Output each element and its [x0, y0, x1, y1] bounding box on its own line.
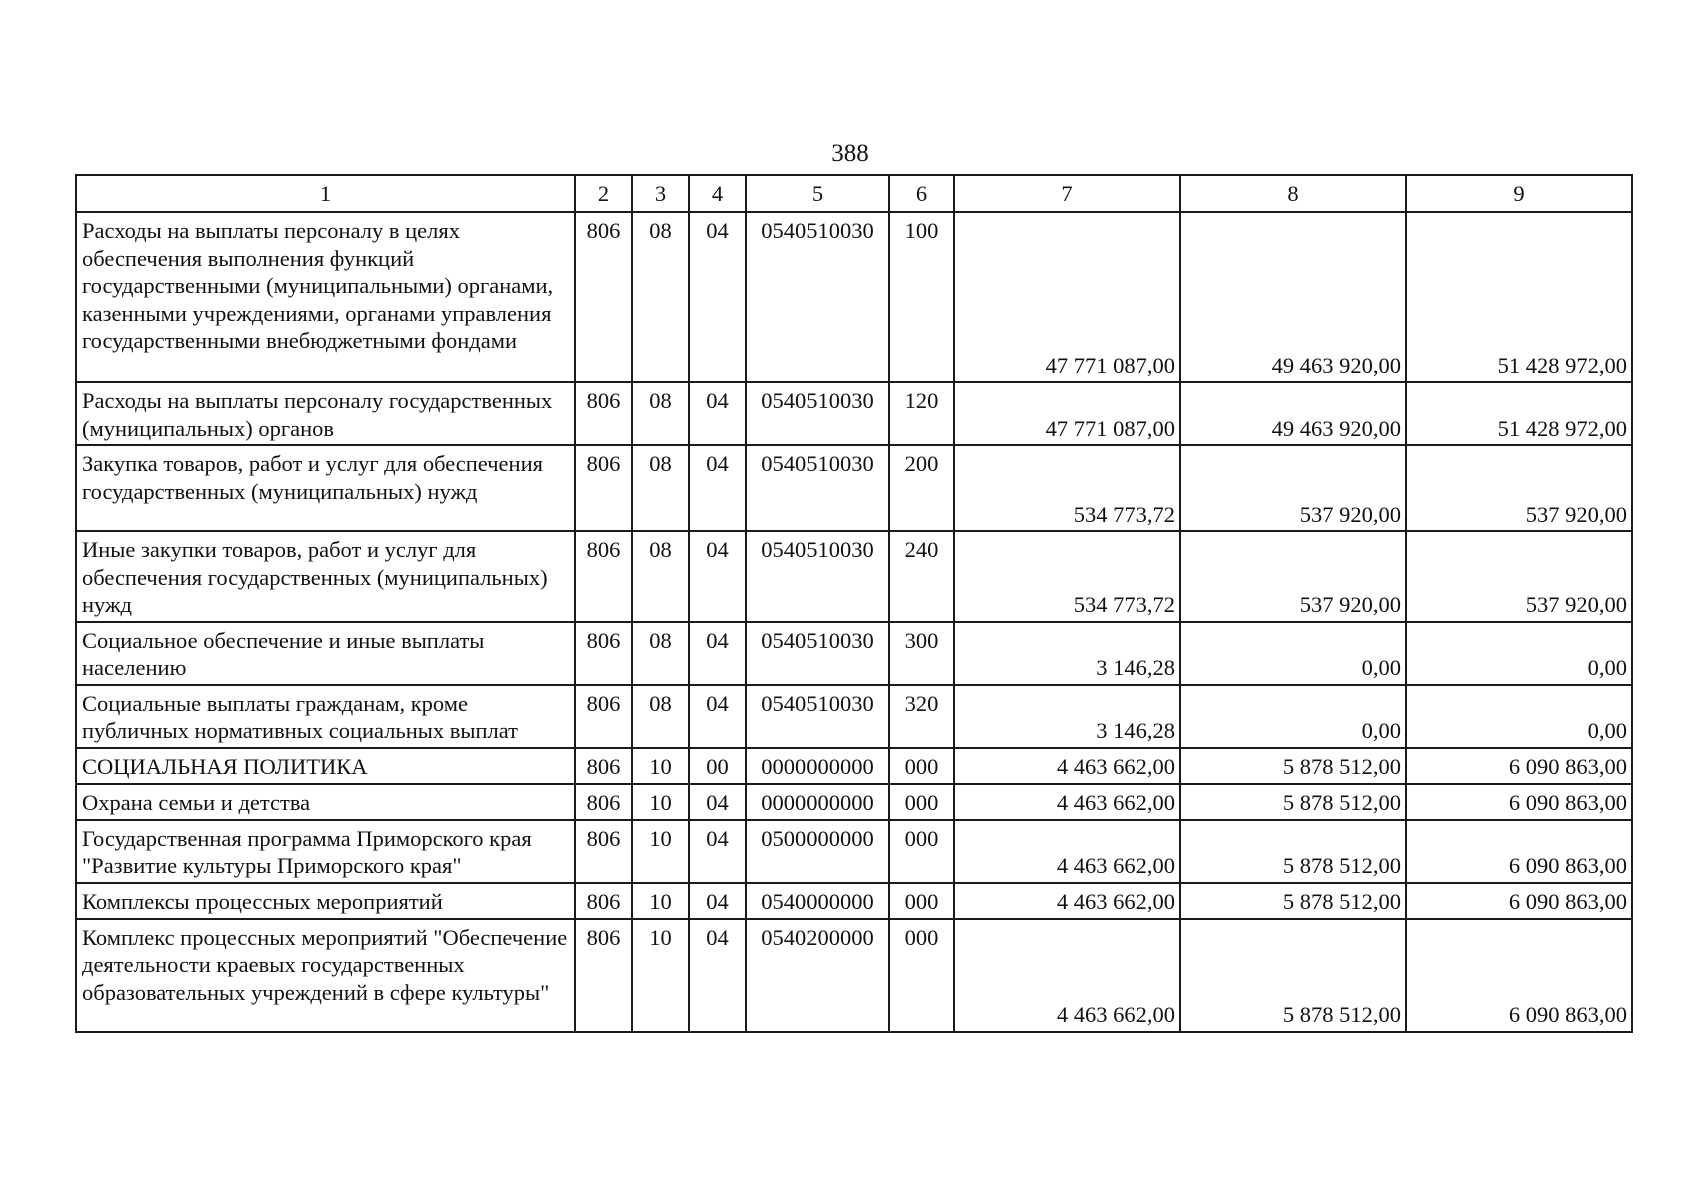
section-cell: 10	[632, 784, 689, 820]
section-cell: 10	[632, 820, 689, 883]
expense-type-cell: 200	[889, 445, 954, 531]
amount-year2-cell: 537 920,00	[1180, 531, 1406, 622]
row-name-cell: Охрана семьи и детства	[76, 784, 575, 820]
amount-year1-cell: 4 463 662,00	[954, 820, 1180, 883]
section-cell: 08	[632, 382, 689, 445]
amount-year3-cell: 6 090 863,00	[1406, 919, 1632, 1032]
amount-year1-cell: 4 463 662,00	[954, 748, 1180, 784]
expense-type-cell: 000	[889, 919, 954, 1032]
amount-year3-cell: 6 090 863,00	[1406, 748, 1632, 784]
target-article-cell: 0540510030	[746, 382, 889, 445]
amount-year1-cell: 4 463 662,00	[954, 784, 1180, 820]
row-name-cell: Иные закупки товаров, работ и услуг для обеспечения государственных (муниципальных) нужд	[76, 531, 575, 622]
subsection-cell: 04	[689, 445, 746, 531]
table-row	[76, 820, 1632, 883]
table-body	[76, 212, 1632, 1032]
target-article-cell: 0540510030	[746, 445, 889, 531]
target-article-cell: 0540510030	[746, 212, 889, 382]
admin-code-cell: 806	[575, 685, 632, 748]
admin-code-cell: 806	[575, 883, 632, 919]
row-name-cell: Расходы на выплаты персоналу государственных (муниципальных) органов	[76, 382, 575, 445]
amount-year1-cell: 4 463 662,00	[954, 919, 1180, 1032]
amount-year3-cell: 6 090 863,00	[1406, 784, 1632, 820]
amount-year3-cell: 51 428 972,00	[1406, 212, 1632, 382]
target-article-cell: 0500000000	[746, 820, 889, 883]
header-cell: 9	[1406, 175, 1632, 212]
section-cell: 10	[632, 919, 689, 1032]
table-row	[76, 531, 1632, 622]
amount-year1-cell: 3 146,28	[954, 622, 1180, 685]
amount-year2-cell: 5 878 512,00	[1180, 784, 1406, 820]
target-article-cell: 0540200000	[746, 919, 889, 1032]
admin-code-cell: 806	[575, 531, 632, 622]
table-row	[76, 445, 1632, 531]
section-cell: 08	[632, 531, 689, 622]
subsection-cell: 04	[689, 883, 746, 919]
table-row	[76, 919, 1632, 1032]
amount-year3-cell: 0,00	[1406, 685, 1632, 748]
subsection-cell: 04	[689, 685, 746, 748]
amount-year1-cell: 534 773,72	[954, 445, 1180, 531]
amount-year1-cell: 534 773,72	[954, 531, 1180, 622]
table-row	[76, 748, 1632, 784]
target-article-cell: 0000000000	[746, 784, 889, 820]
subsection-cell: 04	[689, 784, 746, 820]
header-cell: 1	[76, 175, 575, 212]
row-name-cell: Комплекс процессных мероприятий "Обеспечение деятельности краевых государственных образовательных учреждений в сфере культуры"	[76, 919, 575, 1032]
row-name-cell: Расходы на выплаты персоналу в целях обеспечения выполнения функций государственными (муниципальными) органами, казенными учреждениями, органами управления государственными внебюджетными фондами	[76, 212, 575, 382]
row-name-cell: Государственная программа Приморского края "Развитие культуры Приморского края"	[76, 820, 575, 883]
amount-year3-cell: 0,00	[1406, 622, 1632, 685]
table-row	[76, 685, 1632, 748]
amount-year2-cell: 49 463 920,00	[1180, 212, 1406, 382]
table-row	[76, 382, 1632, 445]
amount-year3-cell: 6 090 863,00	[1406, 883, 1632, 919]
subsection-cell: 04	[689, 212, 746, 382]
header-cell: 5	[746, 175, 889, 212]
target-article-cell: 0540510030	[746, 622, 889, 685]
admin-code-cell: 806	[575, 919, 632, 1032]
section-cell: 08	[632, 622, 689, 685]
amount-year2-cell: 5 878 512,00	[1180, 919, 1406, 1032]
target-article-cell: 0540510030	[746, 685, 889, 748]
table-row	[76, 212, 1632, 382]
section-cell: 08	[632, 685, 689, 748]
amount-year2-cell: 5 878 512,00	[1180, 820, 1406, 883]
expense-type-cell: 000	[889, 820, 954, 883]
header-cell: 2	[575, 175, 632, 212]
admin-code-cell: 806	[575, 820, 632, 883]
budget-table	[75, 174, 1633, 1033]
expense-type-cell: 000	[889, 748, 954, 784]
admin-code-cell: 806	[575, 622, 632, 685]
table-row	[76, 883, 1632, 919]
expense-type-cell: 320	[889, 685, 954, 748]
header-cell: 8	[1180, 175, 1406, 212]
amount-year3-cell: 537 920,00	[1406, 531, 1632, 622]
row-name-cell: Социальные выплаты гражданам, кроме публичных нормативных социальных выплат	[76, 685, 575, 748]
subsection-cell: 04	[689, 622, 746, 685]
amount-year1-cell: 4 463 662,00	[954, 883, 1180, 919]
admin-code-cell: 806	[575, 748, 632, 784]
row-name-cell: СОЦИАЛЬНАЯ ПОЛИТИКА	[76, 748, 575, 784]
page-number: 388	[831, 140, 869, 167]
amount-year3-cell: 51 428 972,00	[1406, 382, 1632, 445]
section-cell: 10	[632, 748, 689, 784]
header-cell: 4	[689, 175, 746, 212]
target-article-cell: 0000000000	[746, 748, 889, 784]
amount-year1-cell: 47 771 087,00	[954, 382, 1180, 445]
table-row	[76, 622, 1632, 685]
target-article-cell: 0540510030	[746, 531, 889, 622]
header-cell: 6	[889, 175, 954, 212]
amount-year1-cell: 47 771 087,00	[954, 212, 1180, 382]
subsection-cell: 04	[689, 531, 746, 622]
expense-type-cell: 000	[889, 784, 954, 820]
amount-year2-cell: 537 920,00	[1180, 445, 1406, 531]
expense-type-cell: 100	[889, 212, 954, 382]
admin-code-cell: 806	[575, 382, 632, 445]
amount-year3-cell: 6 090 863,00	[1406, 820, 1632, 883]
expense-type-cell: 300	[889, 622, 954, 685]
table-row	[76, 784, 1632, 820]
amount-year3-cell: 537 920,00	[1406, 445, 1632, 531]
expense-type-cell: 240	[889, 531, 954, 622]
header-row	[76, 175, 1632, 212]
expense-type-cell: 000	[889, 883, 954, 919]
amount-year2-cell: 49 463 920,00	[1180, 382, 1406, 445]
section-cell: 10	[632, 883, 689, 919]
expense-type-cell: 120	[889, 382, 954, 445]
amount-year1-cell: 3 146,28	[954, 685, 1180, 748]
header-cell: 7	[954, 175, 1180, 212]
section-cell: 08	[632, 445, 689, 531]
row-name-cell: Комплексы процессных мероприятий	[76, 883, 575, 919]
subsection-cell: 04	[689, 919, 746, 1032]
admin-code-cell: 806	[575, 212, 632, 382]
amount-year2-cell: 5 878 512,00	[1180, 883, 1406, 919]
subsection-cell: 04	[689, 382, 746, 445]
subsection-cell: 04	[689, 820, 746, 883]
section-cell: 08	[632, 212, 689, 382]
amount-year2-cell: 0,00	[1180, 622, 1406, 685]
admin-code-cell: 806	[575, 445, 632, 531]
header-cell: 3	[632, 175, 689, 212]
amount-year2-cell: 0,00	[1180, 685, 1406, 748]
admin-code-cell: 806	[575, 784, 632, 820]
row-name-cell: Социальное обеспечение и иные выплаты населению	[76, 622, 575, 685]
subsection-cell: 00	[689, 748, 746, 784]
row-name-cell: Закупка товаров, работ и услуг для обеспечения государственных (муниципальных) нужд	[76, 445, 575, 531]
amount-year2-cell: 5 878 512,00	[1180, 748, 1406, 784]
target-article-cell: 0540000000	[746, 883, 889, 919]
